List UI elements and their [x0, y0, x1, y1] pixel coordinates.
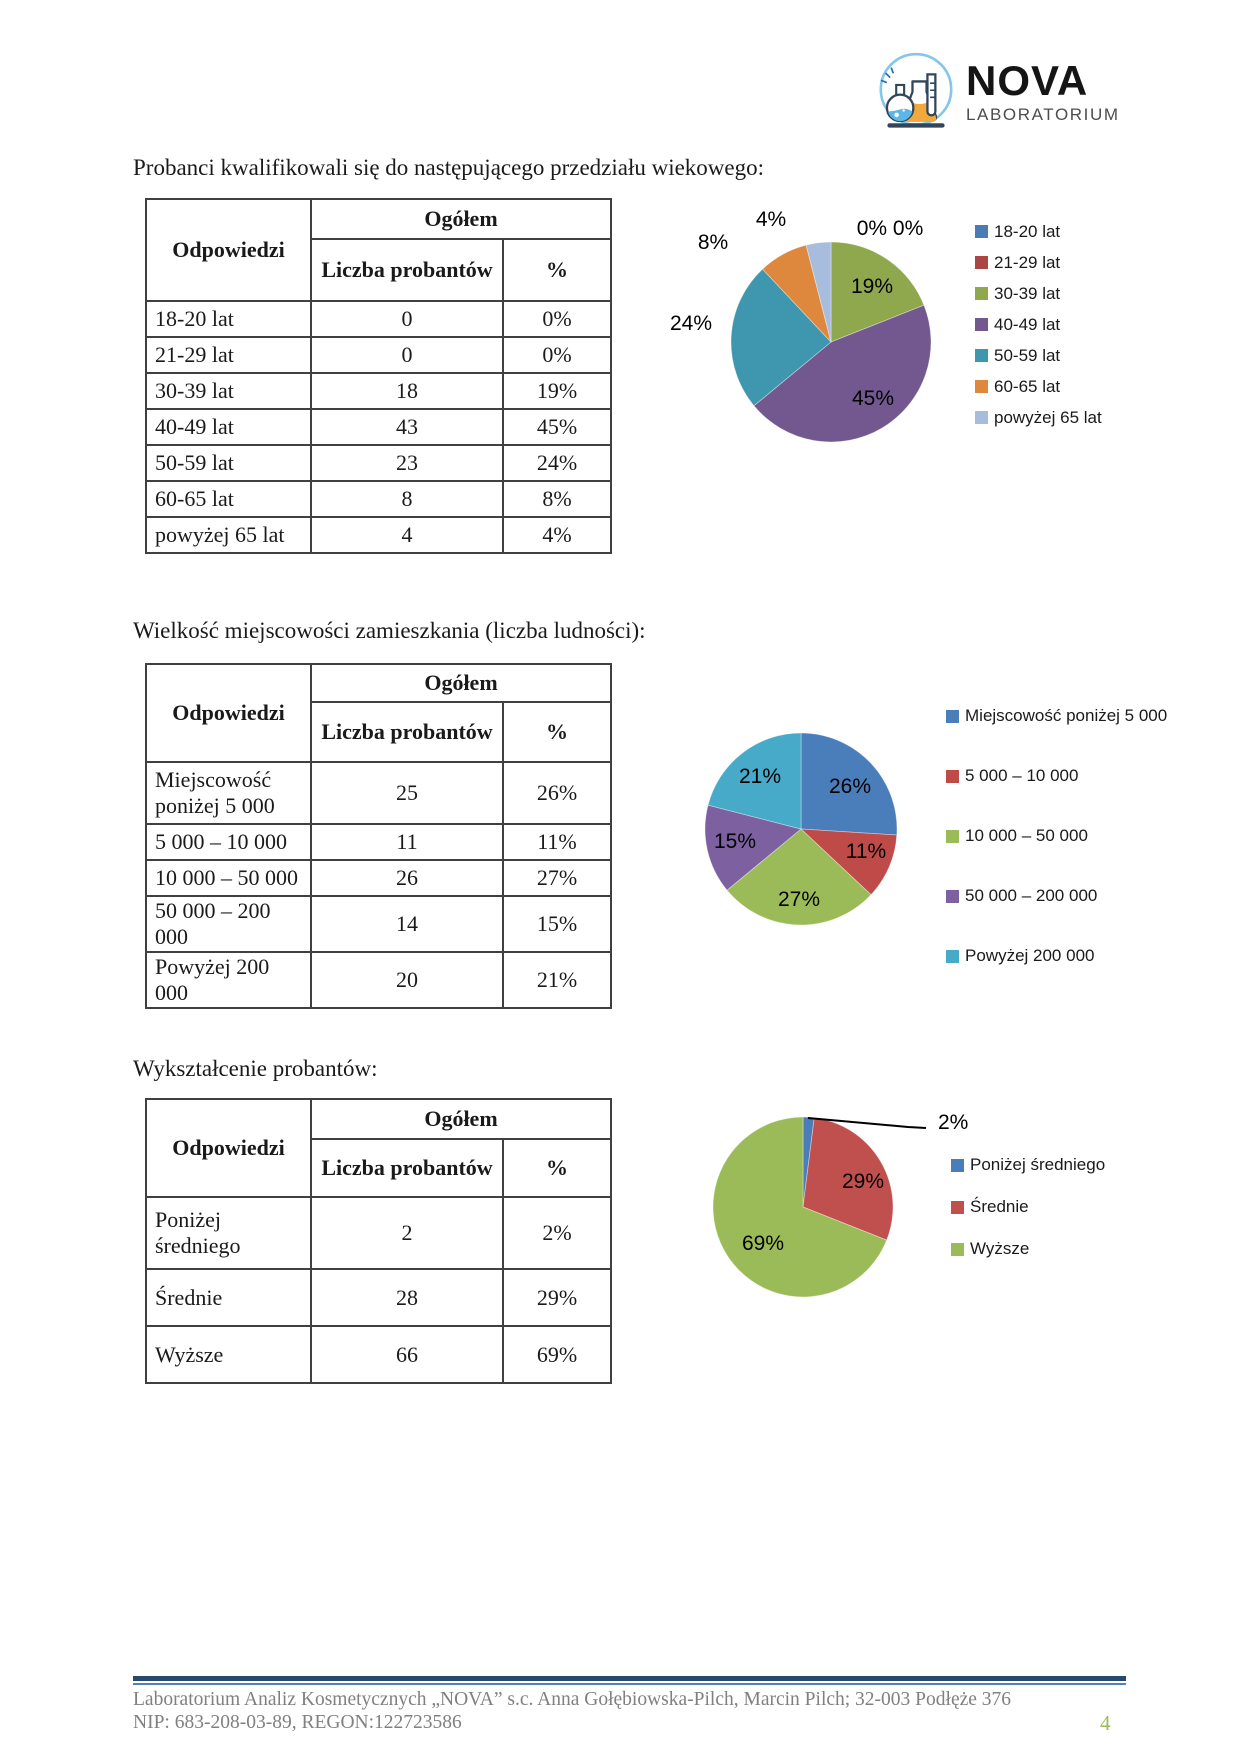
education-table: [145, 1098, 612, 1384]
count-cell: 0: [311, 301, 503, 337]
legend-label: 21-29 lat: [994, 252, 1061, 272]
legend-label: 5 000 – 10 000: [965, 766, 1079, 785]
legend-item: [946, 866, 1167, 926]
count-cell: 4: [311, 517, 503, 553]
table-row: [146, 337, 611, 373]
legend-item: [975, 278, 1102, 309]
table-row: [146, 762, 611, 824]
nova-logo: [872, 48, 1120, 136]
legend-label: 50-59 lat: [994, 345, 1061, 365]
table-row: [146, 1326, 611, 1383]
count-cell: 43: [311, 409, 503, 445]
age-table: [145, 198, 612, 554]
group-header: Ogółem: [311, 1099, 611, 1139]
count-cell: 66: [311, 1326, 503, 1383]
legend-swatch-icon: [975, 380, 988, 393]
answer-cell: 60-65 lat: [146, 481, 311, 517]
pie-percent-label: 2%: [938, 1111, 969, 1134]
percent-header: %: [503, 1139, 611, 1197]
table-row: [146, 373, 611, 409]
pie-percent-label: 8%: [697, 231, 729, 254]
percent-cell: 27%: [503, 860, 611, 896]
pie-percent-label: 45%: [851, 387, 895, 410]
legend-label: 18-20 lat: [994, 221, 1061, 241]
answers-header: Odpowiedzi: [146, 664, 311, 762]
legend-swatch-icon: [975, 287, 988, 300]
table-row: [146, 1197, 611, 1269]
footer-text: [133, 1688, 1133, 1734]
percent-header: %: [503, 702, 611, 762]
table-row: [146, 896, 611, 952]
legend-swatch-icon: [975, 349, 988, 362]
answer-cell: Wyższe: [146, 1326, 311, 1383]
count-cell: 11: [311, 824, 503, 860]
age-pie-legend: [975, 216, 1102, 433]
pie-percent-label: 27%: [777, 888, 821, 911]
legend-label: 60-65 lat: [994, 376, 1061, 396]
percent-cell: 4%: [503, 517, 611, 553]
table-row: [146, 860, 611, 896]
table-row: [146, 517, 611, 553]
legend-swatch-icon: [975, 225, 988, 238]
legend-label: Miejscowość poniżej 5 000: [965, 706, 1168, 725]
legend-swatch-icon: [946, 890, 959, 903]
count-header: Liczba probantów: [311, 702, 503, 762]
logo-brand: NOVA: [966, 57, 1089, 104]
count-cell: 23: [311, 445, 503, 481]
legend-item: [946, 686, 1167, 746]
footer-line-1: Laboratorium Analiz Kosmetycznych „NOVA” s.c. Anna Gołębiowska-Pilch, Marcin Pilch; 32-003 Podłęże 376: [133, 1689, 1012, 1710]
legend-label: 10 000 – 50 000: [965, 826, 1088, 845]
legend-swatch-icon: [975, 318, 988, 331]
legend-label: 50 000 – 200 000: [965, 886, 1098, 905]
legend-swatch-icon: [946, 950, 959, 963]
percent-cell: 21%: [503, 952, 611, 1008]
legend-item: [946, 746, 1167, 806]
answer-cell: 5 000 – 10 000: [146, 824, 311, 860]
legend-item: [975, 247, 1102, 278]
answer-cell: Średnie: [146, 1269, 311, 1326]
count-cell: 2: [311, 1197, 503, 1269]
percent-cell: 45%: [503, 409, 611, 445]
percent-cell: 8%: [503, 481, 611, 517]
table-row: [146, 952, 611, 1008]
count-cell: 20: [311, 952, 503, 1008]
page-number: 4: [1100, 1711, 1111, 1735]
count-cell: 26: [311, 860, 503, 896]
table-row: [146, 445, 611, 481]
percent-cell: 24%: [503, 445, 611, 481]
percent-cell: 69%: [503, 1326, 611, 1383]
percent-cell: 19%: [503, 373, 611, 409]
legend-item: [951, 1228, 1105, 1270]
answer-cell: Miejscowość poniżej 5 000: [146, 762, 311, 824]
table-row: [146, 1269, 611, 1326]
legend-swatch-icon: [975, 411, 988, 424]
legend-item: [975, 309, 1102, 340]
legend-item: [946, 926, 1167, 986]
count-cell: 25: [311, 762, 503, 824]
legend-label: Średnie: [970, 1197, 1029, 1216]
pie-percent-label: 11%: [845, 840, 887, 863]
count-cell: 28: [311, 1269, 503, 1326]
legend-swatch-icon: [951, 1201, 964, 1214]
legend-swatch-icon: [946, 830, 959, 843]
age-pie-chart: [610, 185, 1020, 475]
pie-percent-label: 0% 0%: [856, 217, 924, 240]
legend-item: [975, 340, 1102, 371]
table-row: [146, 824, 611, 860]
pie-percent-label: 4%: [755, 208, 787, 231]
legend-item: [951, 1144, 1105, 1186]
answer-cell: Poniżej średniego: [146, 1197, 311, 1269]
count-cell: 18: [311, 373, 503, 409]
answer-cell: Powyżej 200 000: [146, 952, 311, 1008]
pie-percent-label: 15%: [713, 830, 757, 853]
footer-divider: [133, 1676, 1126, 1685]
table-row: [146, 409, 611, 445]
logo-subtitle: LABORATORIUM: [966, 105, 1120, 124]
section-title-age: Probanci kwalifikowali się do następującego przedziału wiekowego:: [133, 155, 765, 180]
legend-label: Wyższe: [970, 1239, 1030, 1258]
legend-swatch-icon: [946, 770, 959, 783]
pie-percent-label: 19%: [850, 275, 894, 298]
legend-swatch-icon: [951, 1159, 964, 1172]
percent-cell: 0%: [503, 301, 611, 337]
legend-label: 40-49 lat: [994, 314, 1061, 334]
answer-cell: 50 000 – 200 000: [146, 896, 311, 952]
table-row: [146, 301, 611, 337]
answers-header: Odpowiedzi: [146, 199, 311, 301]
count-header: Liczba probantów: [311, 1139, 503, 1197]
legend-item: [975, 371, 1102, 402]
lab-flasks-icon: [872, 48, 960, 136]
legend-label: Powyżej 200 000: [965, 946, 1095, 965]
legend-label: 30-39 lat: [994, 283, 1061, 303]
legend-item: [951, 1186, 1105, 1228]
count-cell: 0: [311, 337, 503, 373]
answer-cell: 21-29 lat: [146, 337, 311, 373]
answers-header: Odpowiedzi: [146, 1099, 311, 1197]
count-cell: 14: [311, 896, 503, 952]
group-header: Ogółem: [311, 664, 611, 702]
legend-item: [946, 806, 1167, 866]
group-header: Ogółem: [311, 199, 611, 239]
section-title-education: Wykształcenie probantów:: [133, 1056, 378, 1081]
answer-cell: 30-39 lat: [146, 373, 311, 409]
legend-item: [975, 216, 1102, 247]
percent-cell: 2%: [503, 1197, 611, 1269]
legend-swatch-icon: [975, 256, 988, 269]
legend-swatch-icon: [946, 710, 959, 723]
percent-cell: 26%: [503, 762, 611, 824]
table-row: [146, 481, 611, 517]
pie-percent-label: 21%: [738, 765, 782, 788]
pie-percent-label: 69%: [741, 1232, 785, 1255]
count-header: Liczba probantów: [311, 239, 503, 301]
legend-label: powyżej 65 lat: [994, 407, 1102, 427]
legend-swatch-icon: [951, 1243, 964, 1256]
residence-table: [145, 663, 612, 1009]
residence-pie-legend: [946, 686, 1167, 986]
percent-header: %: [503, 239, 611, 301]
answer-cell: 18-20 lat: [146, 301, 311, 337]
percent-cell: 15%: [503, 896, 611, 952]
pie-percent-label: 26%: [828, 775, 872, 798]
percent-cell: 29%: [503, 1269, 611, 1326]
answer-cell: 40-49 lat: [146, 409, 311, 445]
answer-cell: 10 000 – 50 000: [146, 860, 311, 896]
answer-cell: powyżej 65 lat: [146, 517, 311, 553]
answer-cell: 50-59 lat: [146, 445, 311, 481]
pie-percent-label: 24%: [669, 312, 713, 335]
section-title-residence: Wielkość miejscowości zamieszkania (liczba ludności):: [133, 618, 646, 643]
footer-line-2: NIP: 683-208-03-89, REGON:122723586: [133, 1712, 462, 1733]
percent-cell: 11%: [503, 824, 611, 860]
logo-text: [966, 59, 1120, 125]
pie-percent-label: 29%: [841, 1170, 885, 1193]
education-pie-legend: [951, 1144, 1105, 1270]
legend-label: Poniżej średniego: [970, 1155, 1106, 1174]
count-cell: 8: [311, 481, 503, 517]
legend-item: [975, 402, 1102, 433]
percent-cell: 0%: [503, 337, 611, 373]
